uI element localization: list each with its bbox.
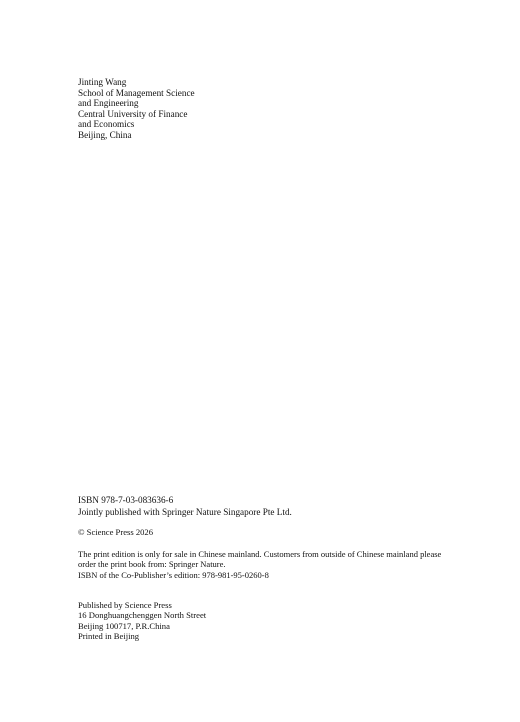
publisher-street: 16 Donghuangchenggen North Street <box>78 610 207 621</box>
copyright-line: © Science Press 2026 <box>78 527 154 537</box>
sales-notice <box>78 549 441 580</box>
publisher-city: Beijing 100717, P.R.China <box>78 620 170 631</box>
affiliation-line: and Engineering <box>78 98 139 108</box>
author-affiliation <box>78 77 195 140</box>
affiliation-line: Central University of Finance <box>78 108 188 119</box>
publisher-info <box>78 600 206 641</box>
printed-location: Printed in Beijing <box>78 630 140 641</box>
isbn-block <box>78 495 292 518</box>
sales-notice-line: The print edition is only for sale in Chinese mainland. Customers from outside of Chinese mainland please <box>78 549 442 559</box>
publisher-name: Published by Science Press <box>78 600 172 610</box>
author-name: Jinting Wang <box>78 77 127 87</box>
sales-notice-line: order the print book from: Springer Nature. <box>78 559 226 570</box>
isbn-number: ISBN 978-7-03-083636-6 <box>78 495 174 505</box>
affiliation-location: Beijing, China <box>78 129 132 140</box>
affiliation-line: and Economics <box>78 119 135 129</box>
co-publisher-isbn: ISBN of the Co-Publisher’s edition: 978-981-95-0260-8 <box>78 569 269 580</box>
copyright-notice <box>78 527 153 538</box>
affiliation-line: School of Management Science <box>78 87 195 98</box>
joint-publishing-note: Jointly published with Springer Nature Singapore Pte Ltd. <box>78 506 292 517</box>
